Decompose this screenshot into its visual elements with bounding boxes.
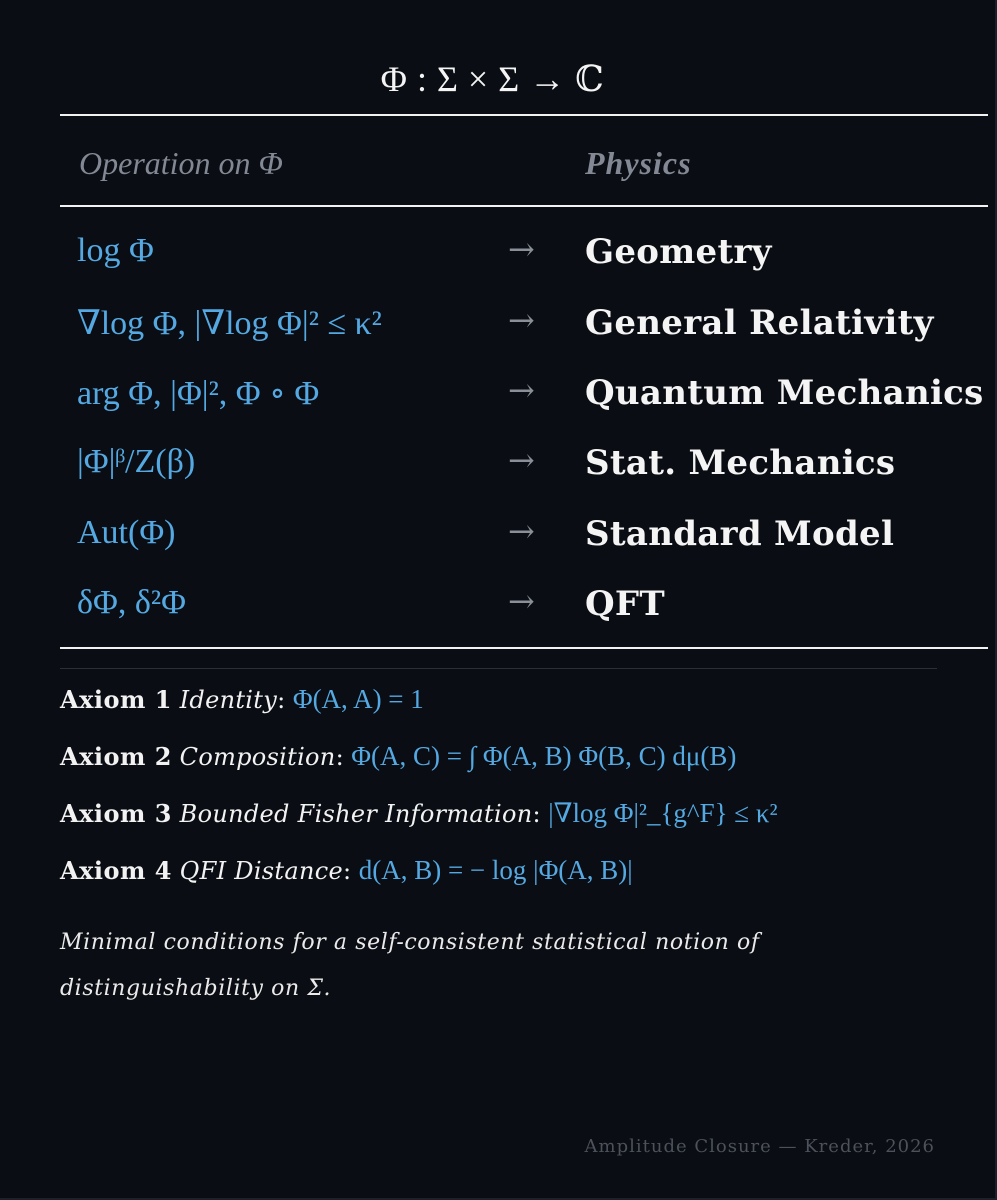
axiom-colon: : <box>277 686 286 714</box>
axiom-label: Axiom 4 <box>60 856 173 885</box>
page-title: Φ : Σ × Σ → ℂ <box>380 59 605 99</box>
axiom-name: QFI Distance <box>179 857 343 885</box>
operation-cell: δΦ, δ²Φ <box>77 584 186 621</box>
axiom-formula: d(A, B) = − log |Φ(A, B)| <box>358 855 633 885</box>
axiom-label: Axiom 2 <box>60 742 173 771</box>
header-physics: Physics <box>585 145 692 181</box>
axiom-name: Composition <box>179 743 336 771</box>
table-row <box>0 303 997 353</box>
axiom-name: Identity <box>179 686 278 714</box>
operation-cell: Aut(Φ) <box>77 514 176 551</box>
arrow-icon: → <box>508 301 535 339</box>
header-rule <box>60 205 988 207</box>
operation-cell: arg Φ, |Φ|², Φ ∘ Φ <box>77 375 320 412</box>
header-operation: Operation on Φ <box>79 145 283 181</box>
axiom-label: Axiom 3 <box>60 799 173 828</box>
arrow-icon: → <box>508 441 535 479</box>
physics-cell: Standard Model <box>585 514 895 554</box>
top-rule <box>60 114 988 116</box>
closing-note: Minimal conditions for a self-consistent statistical notion of distinguishability on Σ. <box>60 930 760 1001</box>
operation-cell: log Φ <box>77 232 154 269</box>
axiom-item <box>60 684 424 715</box>
axiom-name: Bounded Fisher Information <box>179 800 533 828</box>
axiom-item <box>60 741 736 772</box>
axiom-formula: Φ(A, A) = 1 <box>292 684 424 714</box>
physics-cell: Stat. Mechanics <box>585 443 896 483</box>
operation-cell: ∇log Φ, |∇log Φ|² ≤ κ² <box>77 305 382 342</box>
axiom-colon: : <box>342 857 352 885</box>
axiom-item <box>60 798 778 829</box>
table-row <box>0 514 997 564</box>
axiom-item <box>60 855 633 886</box>
bottom-rule <box>60 647 988 649</box>
physics-cell: Geometry <box>585 232 772 272</box>
operation-cell: |Φ|ᵝ/Z(β) <box>77 443 196 480</box>
physics-cell: General Relativity <box>585 303 934 343</box>
axiom-colon: : <box>532 800 541 828</box>
footer-credit: Amplitude Closure — Kreder, 2026 <box>584 1136 935 1157</box>
table-row <box>0 232 997 282</box>
arrow-icon: → <box>508 512 535 550</box>
axiom-colon: : <box>335 743 344 771</box>
arrow-icon: → <box>508 371 535 409</box>
divider <box>60 668 937 669</box>
physics-cell: Quantum Mechanics <box>585 373 984 413</box>
arrow-icon: → <box>508 582 535 620</box>
table-row <box>0 584 997 634</box>
axiom-formula: Φ(A, C) = ∫ Φ(A, B) Φ(B, C) dμ(B) <box>351 741 737 771</box>
axiom-formula: |∇log Φ|²_{g^F} ≤ κ² <box>548 798 778 828</box>
arrow-icon: → <box>508 230 535 268</box>
axiom-label: Axiom 1 <box>60 685 173 714</box>
table-row <box>0 443 997 493</box>
table-row <box>0 373 997 423</box>
physics-cell: QFT <box>585 584 665 624</box>
